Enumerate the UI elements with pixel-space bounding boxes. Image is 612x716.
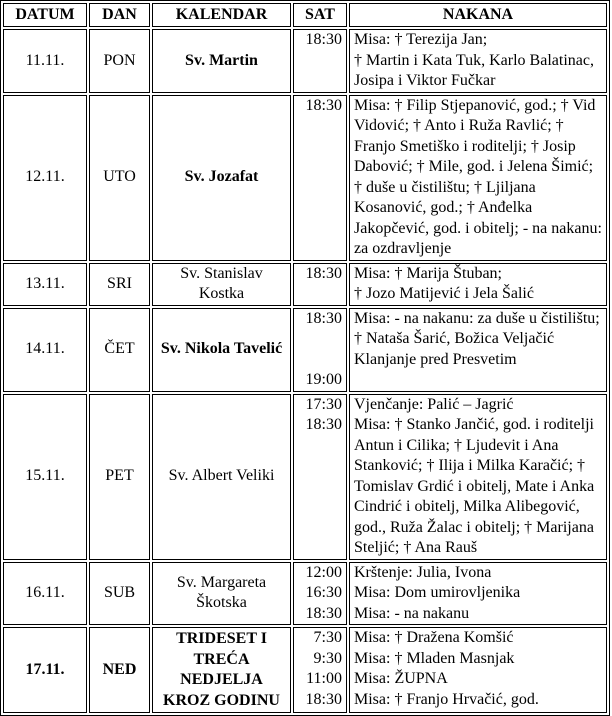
day-cell: UTO	[89, 95, 150, 261]
time-entry: 9:30	[313, 649, 342, 667]
time-cell	[293, 263, 347, 306]
schedule-row	[3, 95, 607, 261]
calendar-cell: TRIDESET I TREĆA NEDJELJA KROZ GODINU	[152, 627, 291, 713]
intention-line: Vjenčanje: Palić – Jagrić	[354, 395, 514, 413]
intention-line: Misa: - na nakanu: za duše u čistilištu;	[354, 309, 600, 327]
time-entry: 18:30	[305, 264, 342, 282]
day-cell: PON	[89, 29, 150, 93]
date-cell: 15.11.	[3, 394, 87, 560]
time-entry: 18:30	[305, 690, 342, 708]
day-cell: SRI	[89, 263, 150, 306]
schedule-row	[3, 263, 607, 306]
day-cell: SUB	[89, 562, 150, 626]
calendar-cell: Sv. Albert Veliki	[152, 394, 291, 560]
time-entry: 7:30	[313, 629, 342, 646]
time-spacer	[298, 329, 342, 350]
schedule-row	[3, 394, 607, 560]
header-sat: SAT	[293, 3, 347, 27]
intention-cell	[349, 562, 607, 626]
intention-line: Misa: - na nakanu	[354, 604, 470, 622]
intention-cell	[349, 263, 607, 306]
intention-line: Misa: † Dražena Komšić	[354, 629, 514, 646]
time-entry: 18:30	[305, 31, 342, 48]
calendar-cell: Sv. Jozafat	[152, 95, 291, 261]
intention-line: Krštenje: Julia, Ivona	[354, 563, 492, 581]
intention-line: Misa: † Terezija Jan;	[354, 31, 488, 48]
time-entry: 12:00	[305, 563, 342, 581]
intention-cell	[349, 95, 607, 261]
time-entry: 17:30	[305, 395, 342, 413]
schedule-row	[3, 562, 607, 626]
intention-cell	[349, 29, 607, 93]
header-nakana: NAKANA	[349, 3, 607, 27]
intention-cell	[349, 627, 607, 713]
intention-line: Misa: † Mladen Masnjak	[354, 649, 515, 667]
intention-line: † Jozo Matijević i Jela Šalić	[354, 285, 534, 302]
time-entry: 18:30	[305, 604, 342, 622]
time-cell	[293, 95, 347, 261]
header-dan: DAN	[89, 3, 150, 27]
intention-line: Klanjanje pred Presvetim	[354, 350, 517, 368]
calendar-cell: Sv. Margareta Škotska	[152, 562, 291, 626]
time-entry: 11:00	[306, 670, 342, 687]
time-entry: 18:30	[305, 309, 342, 327]
time-cell	[293, 627, 347, 713]
date-cell: 11.11.	[3, 29, 87, 93]
time-entry: 18:30	[305, 416, 342, 433]
intention-line: Misa: † Marija Štuban;	[354, 264, 502, 282]
intention-line: † Nataša Šarić, Božica Veljačić	[354, 330, 555, 347]
intention-line: † Martin i Kata Tuk, Karlo Balatinac, Josipa i Viktor Fučkar	[354, 51, 594, 89]
date-cell: 17.11.	[3, 627, 87, 713]
schedule-row	[3, 627, 607, 713]
intention-line: Misa: † Stanko Jančić, god. i roditelji Antun i Cilika; † Ljudevit i Ana Stanković; † Ilija i Milka Karačić; † Tomislav Grdić i obitelj, Mate i Anka Cindrić i obitelj, Milka Alibegović, god., Ruža Žalac i obitelj; † Marijana Steljić; † Ana Rauš	[354, 416, 595, 556]
intention-line: Misa: ŽUPNA	[354, 670, 448, 687]
time-spacer	[298, 350, 342, 371]
time-cell	[293, 562, 347, 626]
date-cell: 13.11.	[3, 263, 87, 306]
schedule-row	[3, 308, 607, 392]
date-cell: 16.11.	[3, 562, 87, 626]
header-kalendar: KALENDAR	[152, 3, 291, 27]
calendar-cell: Sv. Stanislav Kostka	[152, 263, 291, 306]
time-entry: 18:30	[305, 96, 342, 114]
calendar-cell: Sv. Nikola Tavelić	[152, 308, 291, 392]
date-cell: 12.11.	[3, 95, 87, 261]
schedule-row	[3, 29, 607, 93]
intention-line: Misa: Dom umirovljenika	[354, 584, 521, 601]
intention-line: Misa: † Franjo Hrvačić, god.	[354, 690, 539, 708]
intention-cell	[349, 308, 607, 392]
time-entry: 19:00	[305, 371, 342, 388]
calendar-cell: Sv. Martin	[152, 29, 291, 93]
date-cell: 14.11.	[3, 308, 87, 392]
intention-cell	[349, 394, 607, 560]
time-cell	[293, 394, 347, 560]
time-cell	[293, 308, 347, 392]
schedule-body	[3, 29, 607, 713]
header-row	[3, 3, 607, 27]
day-cell: ČET	[89, 308, 150, 392]
intention-line: Misa: † Filip Stjepanović, god.; † Vid Vidović; † Anto i Ruža Ravlić; † Franjo Smetiško i roditelji; † Josip Dabović; † Mile, god. i Jelena Šimić; † duše u čistilištu; † Ljiljana Kosanović, god.; † Anđelka Jakopčević, god. i obitelj; - na nakanu: za ozdravljenje	[354, 96, 602, 257]
day-cell: PET	[89, 394, 150, 560]
header-datum: DATUM	[3, 3, 87, 27]
day-cell: NED	[89, 627, 150, 713]
time-cell	[293, 29, 347, 93]
time-entry: 16:30	[305, 584, 342, 601]
